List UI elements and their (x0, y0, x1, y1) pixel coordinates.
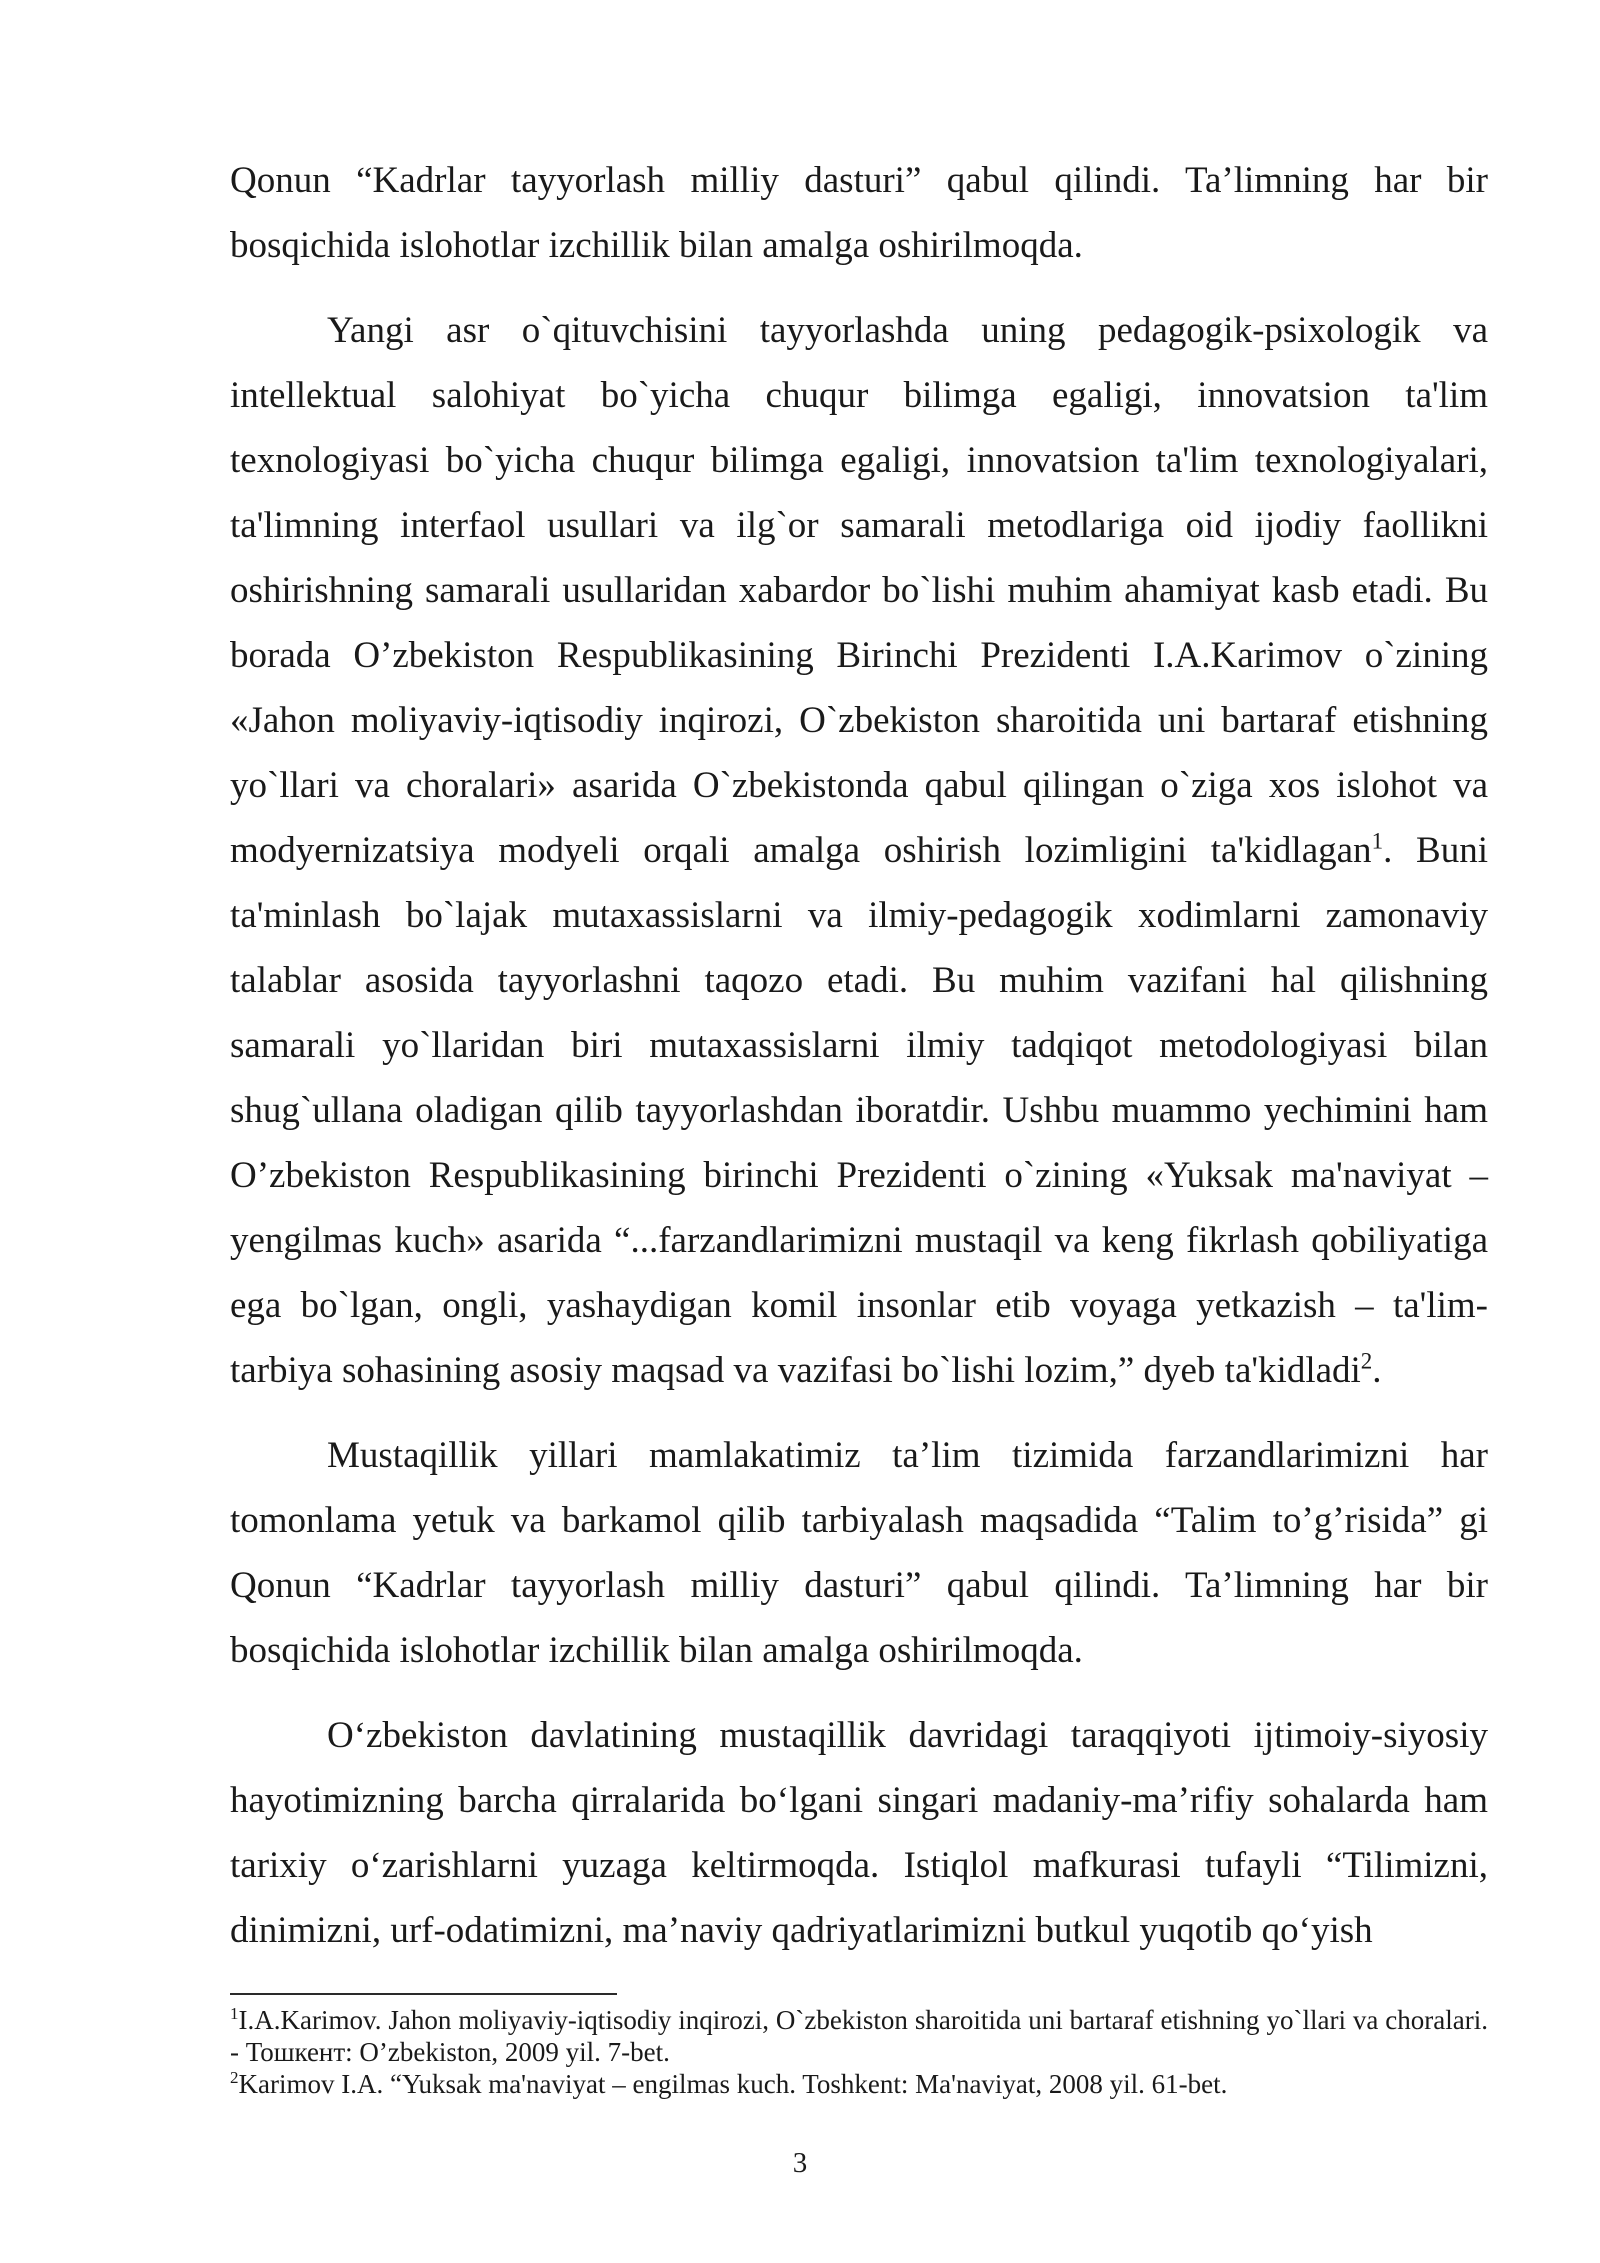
paragraph-2-part-a: Yangi asr o`qituvchisini tayyorlashda uning pedagogik-psixologik va intellektual salohiyat bo`yicha chuqur bilimga egaligi, innovatsion ta'lim texnologiyasi bo`yicha chuqur bilimga egaligi, innovatsion ta'lim texnologiyalari, ta'limning interfaol usullari va ilg`or samarali metodlariga oid ijodiy faollikni oshirishning samarali usullaridan xabardor bo`lishi muhim ahamiyat kasb etadi. Bu borada O’zbekiston Respublikasining Birinchi Prezidenti I.A.Karimov o`zining «Jahon moliyaviy-iqtisodiy inqirozi, O`zbekiston sharoitida uni bartaraf etishning yo`llari va choralari» asarida O`zbekistonda qabul qilingan o`ziga xos islohot va modyernizatsiya modyeli orqali amalga oshirish lozimligini ta'kidlagan (230, 310, 1488, 871)
paragraph-3: Mustaqillik yillari mamlakatimiz ta’lim tizimida farzandlarimizni har tomonlama yetuk va barkamol qilib tarbiyalash maqsadida “Talim to’g’risida” gi Qonun “Kadrlar tayyorlash milliy dasturi” qabul qilindi. Ta’limning har bir bosqichida islohotlar izchillik bilan amalga oshirilmoqda. (230, 1435, 1488, 1671)
footnote-text-2: Karimov I.A. “Yuksak ma'naviyat – engilmas kuch. Toshkent: Ma'naviyat, 2008 yil. 61-bet. (238, 2069, 1228, 2099)
footnotes (230, 2004, 1488, 2100)
paragraph-2 (230, 298, 1488, 1403)
footnote-text-1: I.A.Karimov. Jahon moliyaviy-iqtisodiy inqirozi, O`zbekiston sharoitida uni bartaraf etishning yo`llari va choralari. - Тошкент: O’zbekiston, 2009 yil. 7-bet. (230, 2005, 1488, 2067)
footnote-ref-2[interactable]: 2 (1360, 1348, 1373, 1374)
paragraph-2-part-b: . Buni ta'minlash bo`lajak mutaxassislarni va ilmiy-pedagogik xodimlarni zamonaviy talablar asosida tayyorlashni taqozo etadi. Bu muhim vazifani hal qilishning samarali yo`llaridan biri mutaxassislarni ilmiy tadqiqot metodologiyasi bilan shug`ullana oladigan qilib tayyorlashdan iboratdir. Ushbu muammo yechimini ham O’zbekiston Respublikasining birinchi Prezidenti o`zining «Yuksak ma'naviyat – yengilmas kuch» asarida “...farzandlarimizni mustaqil va keng fikrlash qobiliyatiga ega bo`lgan, ongli, yashaydigan komil insonlar etib voyaga yetkazish – ta'lim-tarbiya sohasining asosiy maqsad va vazifasi bo`lishi lozim,” dyeb ta'kidladi (230, 830, 1488, 1391)
footnote-mark-2: 2 (230, 2068, 239, 2087)
footnote-mark-1: 1 (230, 2004, 239, 2023)
page-number: 3 (792, 2147, 808, 2179)
body-text (230, 148, 1488, 1963)
paragraph-2-part-c: . (1372, 1350, 1382, 1391)
footnote-2 (230, 2068, 1488, 2100)
footnote-ref-1[interactable]: 1 (1371, 828, 1384, 854)
paragraph-1: Qonun “Kadrlar tayyorlash milliy dasturi” qabul qilindi. Ta’limning har bir bosqichida islohotlar izchillik bilan amalga oshirilmoqda. (230, 160, 1488, 266)
footnote-1 (230, 2004, 1488, 2068)
paragraph-4: O‘zbekiston davlatining mustaqillik davridagi taraqqiyoti ijtimoiy-siyosiy hayotimizning barcha qirralarida bo‘lgani singari madaniy-ma’rifiy sohalarda ham tarixiy o‘zarishlarni yuzaga keltirmoqda. Istiqlol mafkurasi tufayli “Tilimizni, dinimizni, urf-odatimizni, ma’naviy qadriyatlarimizni butkul yuqotib qo‘yish (230, 1715, 1488, 1951)
footnote-separator (230, 1993, 617, 1995)
